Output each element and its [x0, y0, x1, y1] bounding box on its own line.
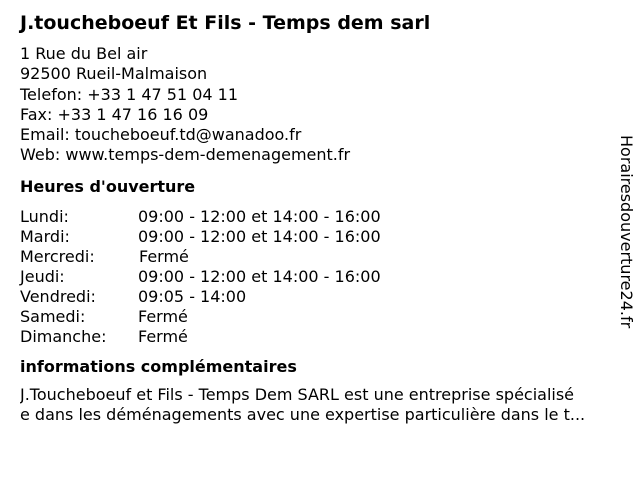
- email-address: Email: toucheboeuf.td@wanadoo.fr: [20, 125, 302, 145]
- day-hours: 09:00 - 12:00 et 14:00 - 16:00: [138, 206, 381, 226]
- phone-number: Telefon: +33 1 47 51 04 11: [20, 84, 239, 104]
- hours-row-friday: [20, 287, 620, 307]
- address-street: 1 Rue du Bel air: [20, 44, 148, 63]
- day-label: Lundi:: [20, 206, 69, 226]
- day-label: Dimanche:: [20, 327, 107, 347]
- hours-row-sunday: [20, 327, 620, 347]
- contact-details: [20, 44, 620, 166]
- fax-number: Fax: +33 1 47 16 16 09: [20, 104, 209, 124]
- business-card: [20, 10, 620, 425]
- hours-row-thursday: [20, 267, 620, 287]
- day-label: Mercredi:: [20, 246, 95, 266]
- watermark-text: Horairesdouverture24.fr: [617, 135, 636, 329]
- hours-row-wednesday: [20, 247, 620, 267]
- hours-row-tuesday: [20, 227, 620, 247]
- additional-info-text: [20, 385, 632, 425]
- day-hours: Fermé: [138, 327, 188, 347]
- day-label: Mardi:: [20, 226, 70, 246]
- website-address: Web: www.temps-dem-demenagement.fr: [20, 145, 351, 165]
- day-hours: 09:00 - 12:00 et 14:00 - 16:00: [138, 267, 381, 287]
- day-hours: Fermé: [138, 307, 188, 327]
- opening-hours-heading: Heures d'ouverture: [20, 176, 196, 196]
- additional-info-heading: informations complémentaires: [20, 357, 297, 377]
- address-city: 92500 Rueil-Malmaison: [20, 64, 208, 84]
- business-name: J.toucheboeuf Et Fils - Temps dem sarl: [20, 12, 431, 34]
- day-hours: 09:00 - 12:00 et 14:00 - 16:00: [138, 226, 381, 246]
- day-label: Samedi:: [20, 307, 86, 327]
- day-label: Jeudi:: [20, 267, 65, 287]
- hours-row-monday: [20, 207, 620, 227]
- day-label: Vendredi:: [20, 287, 96, 307]
- day-hours: 09:05 - 14:00: [138, 287, 247, 307]
- opening-hours-table: [20, 207, 620, 348]
- info-line: J.Toucheboeuf et Fils - Temps Dem SARL est une entreprise spécialisé: [20, 385, 575, 405]
- info-line: e dans les déménagements avec une expertise particulière dans le t...: [20, 405, 586, 425]
- site-watermark: [611, 135, 640, 345]
- hours-row-saturday: [20, 307, 620, 327]
- day-hours: Fermé: [139, 246, 189, 266]
